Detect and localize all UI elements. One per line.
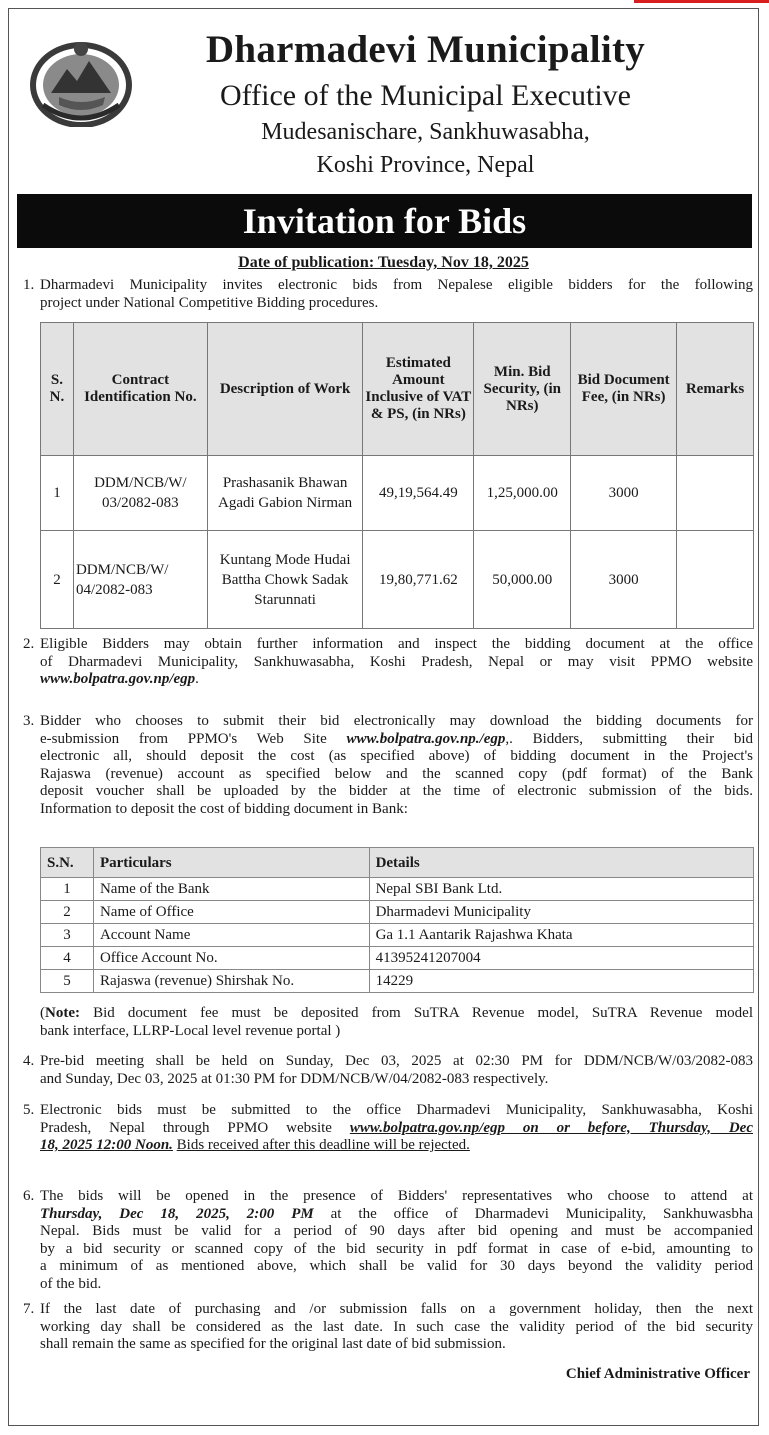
paragraph-number: 5. [23,1102,35,1118]
paragraph-2 [23,636,753,689]
paragraph-line: shall remain the same as specified for the original last date of bid submission. [40,1336,506,1352]
paragraph-number: 4. [23,1053,35,1069]
paragraph-number: 2. [23,636,35,652]
paragraph-4 [23,1053,753,1088]
cell-detail: 14229 [369,970,753,993]
text-segment: Bid document fee must be deposited from SuTRA Revenue model, SuTRA Revenue model [93,1005,753,1021]
bank-table [40,847,754,993]
punctuation: ( [40,1005,45,1021]
table-row [41,947,754,970]
cell-sn: 1 [41,456,74,531]
notice-header [9,9,758,189]
text-segment: e-submission from PPMO's Web Site [40,730,327,747]
cell-sn: 2 [41,531,74,629]
paragraph-line: project under National Competitive Bidding procedures. [40,294,379,311]
cell-contract: DDM/NCB/W/ 03/2082-083 [73,456,207,531]
table-header-row [41,848,754,878]
paragraph-line: Bidder who chooses to submit their bid electronically may download the bidding documents for [40,713,753,729]
top-red-accent [634,0,769,3]
paragraph-line: Information to deposit the cost of bidding document in Bank: [40,800,408,817]
submission-deadline-link[interactable]: www.bolpatra.gov.np/egp on or before, Thursday, Dec [349,1119,753,1136]
cell-sn: 5 [41,970,94,993]
note-line [40,1005,753,1023]
table-row [41,924,754,947]
punctuation: . [195,671,199,687]
column-header: Estimated Amount Inclusive of VAT & PS, (in NRs) [363,323,474,456]
paragraph-line [40,1120,753,1138]
address-line-1: Mudesanischare, Sankhuwasabha, [261,119,590,145]
paragraph-line: The bids will be opened in the presence of Bidders' representatives who choose to attend at [40,1188,753,1204]
cell-particular: Name of the Bank [93,878,369,901]
paragraph-line: Dharmadevi Municipality invites electronic bids from Nepalese eligible bidders for the following [40,277,753,293]
text-segment: Pradesh, Nepal through PPMO website [40,1119,332,1136]
cell-remarks [677,456,754,531]
cell-description: Kuntang Mode Hudai Battha Chowk Sadak Starunnati [207,531,363,629]
paragraph-line: Rajaswa (revenue) account as specified below and the scanned copy (pdf format) of the Bank [40,765,753,782]
paragraph-line: Pre-bid meeting shall be held on Sunday, Dec 03, 2025 at 02:30 PM for DDM/NCB/W/03/2082-083 [40,1053,753,1069]
paragraph-5 [23,1102,753,1155]
paragraph-line: electronic all, should deposit the cost (as specified above) of bidding document in the Project's [40,748,753,764]
paragraph-number: 7. [23,1301,35,1317]
ppmo-link[interactable]: www.bolpatra.gov.np/egp [40,671,196,687]
paragraph-line: If the last date of purchasing and /or submission falls on a government holiday, then the next [40,1301,753,1317]
column-header: Particulars [93,848,369,878]
paragraph-line: deposit voucher shall be uploaded by the bidder at the time of electronic submission of the bids. [40,783,753,799]
cell-amount: 49,19,564.49 [363,456,474,531]
paragraph-line: Nepal. Bids must be valid for a period of 90 days after bid opening and must be accompanied [40,1223,753,1239]
column-header: Contract Identification No. [73,323,207,456]
text-segment: at the office of Dharmadevi Municipality, Sankhuwasbha [330,1205,753,1222]
cell-description: Prashasanik Bhawan Agadi Gabion Nirman [207,456,363,531]
column-header: S.N. [41,848,94,878]
paragraph-line [40,1206,753,1224]
cell-detail: Ga 1.1 Aantarik Rajashwa Khata [369,924,753,947]
paragraph-line: by a bid security or scanned copy of the bid security in pdf format in case of e-bid, amounting to [40,1240,753,1257]
paragraph-line: a minimum of as mentioned above, which shall be valid for 30 days beyond the validity period [40,1258,753,1274]
column-header: Details [369,848,753,878]
notice-banner: Invitation for Bids [17,194,752,248]
cell-security: 50,000.00 [474,531,571,629]
paragraph-line: working day shall be considered as the last date. In such case the validity period of the bid security [40,1318,753,1335]
cell-fee: 3000 [571,531,677,629]
table-row [41,456,754,531]
note-block [40,1005,753,1040]
cell-remarks [677,531,754,629]
table-row [41,878,754,901]
column-header: Remarks [677,323,754,456]
paragraph-7 [23,1301,753,1354]
paragraph-number: 6. [23,1188,35,1204]
cell-detail: 41395241207004 [369,947,753,970]
bid-table [40,322,754,629]
cell-particular: Rajaswa (revenue) Shirshak No. [93,970,369,993]
cell-amount: 19,80,771.62 [363,531,474,629]
paragraph-line: and Sunday, Dec 03, 2025 at 01:30 PM for DDM/NCB/W/04/2082-083 respectively. [40,1070,549,1087]
cell-detail: Dharmadevi Municipality [369,901,753,924]
notice-frame [8,8,759,1426]
cell-sn: 2 [41,901,94,924]
cell-contract: DDM/NCB/W/ 04/2082-083 [73,531,207,629]
table-row [41,970,754,993]
publication-date: Date of publication: Tuesday, Nov 18, 2025 [238,254,529,271]
cell-sn: 1 [41,878,94,901]
column-header: Min. Bid Security, (in NRs) [474,323,571,456]
address-line-2: Koshi Province, Nepal [316,152,535,178]
ppmo-web-link[interactable]: www.bolpatra.gov.np./egp [346,730,506,747]
deadline-time: 18, 2025 12:00 Noon. [40,1137,173,1153]
cell-particular: Account Name [93,924,369,947]
column-header: Description of Work [207,323,363,456]
cell-particular: Office Account No. [93,947,369,970]
cell-particular: Name of Office [93,901,369,924]
column-header: S. N. [41,323,74,456]
table-row [41,531,754,629]
note-label: Note: [45,1005,80,1021]
paragraph-3 [23,713,753,818]
paragraph-1 [23,277,753,312]
cell-fee: 3000 [571,456,677,531]
municipality-title: Dharmadevi Municipality [205,28,646,71]
table-row [41,901,754,924]
paragraph-number: 3. [23,713,35,729]
table-header-row [41,323,754,456]
paragraph-line: Electronic bids must be submitted to the office Dharmadevi Municipality, Sankhuwasabha, Koshi [40,1102,753,1118]
cell-detail: Nepal SBI Bank Ltd. [369,878,753,901]
paragraph-line: of Dharmadevi Municipality, Sankhuwasabha, Koshi Pradesh, Nepal or may visit PPMO website [40,653,753,670]
paragraph-line [40,731,753,749]
note-line: bank interface, LLRP-Local level revenue portal ) [40,1022,341,1039]
signature: Chief Administrative Officer [565,1366,750,1382]
paragraph-6 [23,1188,753,1293]
paragraph-number: 1. [23,277,35,293]
office-subtitle: Office of the Municipal Executive [220,79,631,112]
column-header: Bid Document Fee, (in NRs) [571,323,677,456]
paragraph-line: of the bid. [40,1275,102,1292]
cell-sn: 3 [41,924,94,947]
text-segment: ,. Bidders, submitting their bid [505,730,753,747]
cell-sn: 4 [41,947,94,970]
paragraph-line: Eligible Bidders may obtain further information and inspect the bidding document at the office [40,636,753,652]
paragraph-line [40,1137,753,1155]
opening-datetime: Thursday, Dec 18, 2025, 2:00 PM [40,1205,314,1222]
cell-security: 1,25,000.00 [474,456,571,531]
text-segment: Bids received after this deadline will be rejected. [176,1137,470,1153]
